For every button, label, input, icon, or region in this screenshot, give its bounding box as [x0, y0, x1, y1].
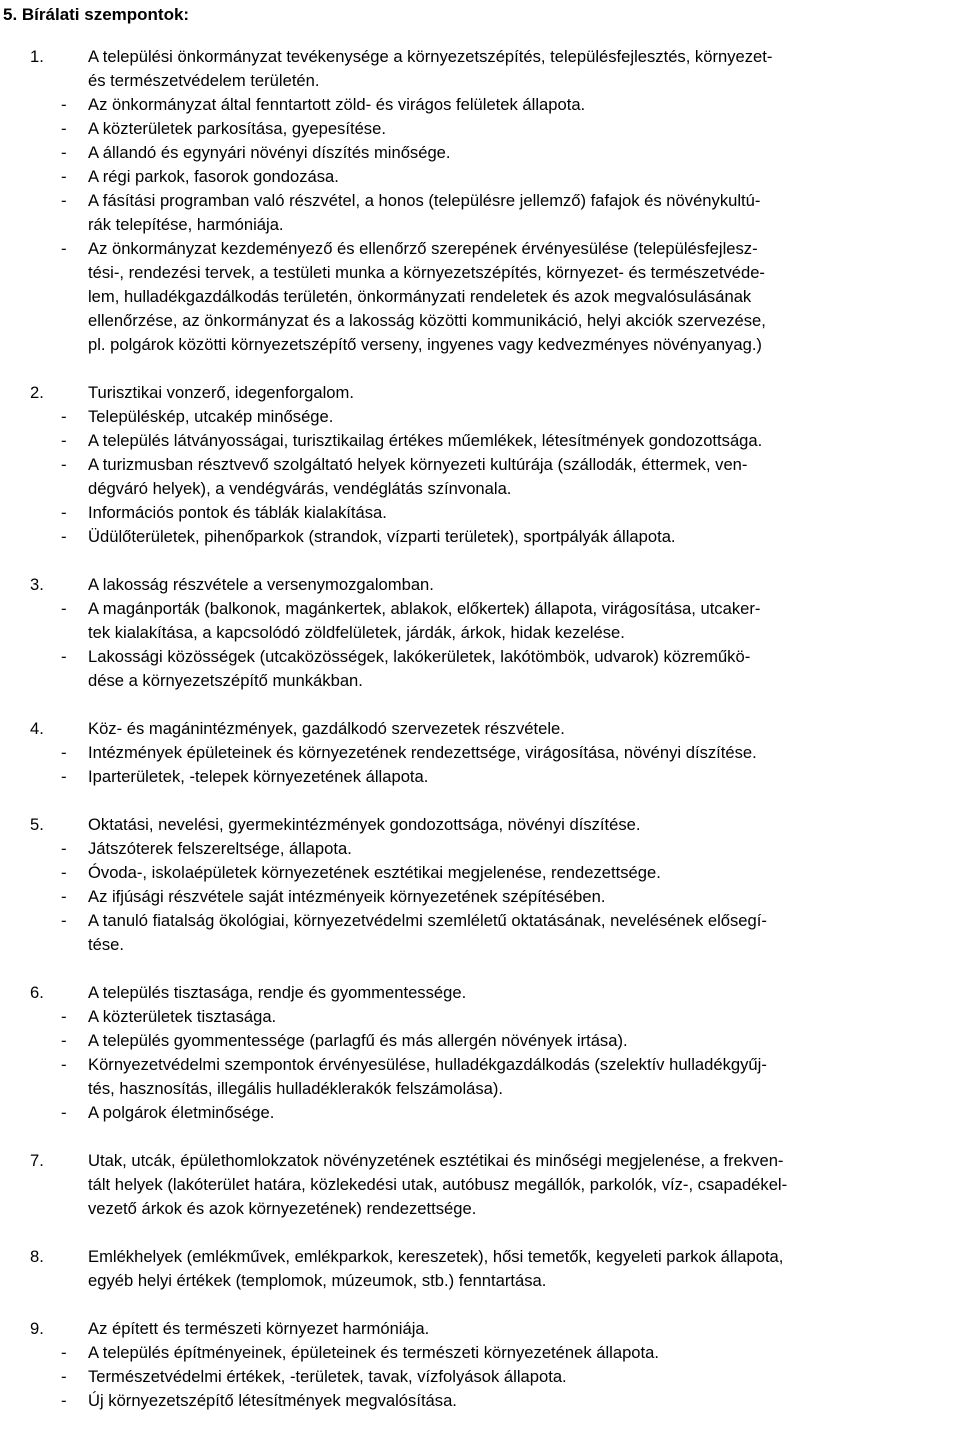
criterion-heading-text: A település tisztasága, rendje és gyommentessége. [88, 983, 467, 1002]
bullet-dash: - [61, 143, 67, 162]
criterion-heading-text: Turisztikai vonzerő, idegenforgalom. [88, 383, 354, 402]
criterion-subitem [0, 117, 948, 141]
bullet-dash: - [61, 1103, 67, 1122]
bullet-dash: - [61, 191, 67, 210]
criterion-subitem [0, 141, 948, 165]
criterion-subitem-text: lem, hulladékgazdálkodás területén, önkormányzati rendeletek és azok megvalósulásának [88, 287, 752, 306]
criterion-heading-text: A települési önkormányzat tevékenysége a környezetszépítés, településfejlesztés, környezet- [88, 47, 773, 66]
criterion-subitem-text: A magánporták (balkonok, magánkertek, ablakok, előkertek) állapota, virágosítása, utcaker- [88, 599, 761, 618]
bullet-dash: - [61, 863, 67, 882]
criterion-subitem [0, 1389, 948, 1413]
criterion-subitem-text: Természetvédelmi értékek, -területek, tavak, vízfolyások állapota. [88, 1367, 567, 1386]
criterion-heading [0, 573, 948, 597]
criterion-heading-text: és természetvédelem területén. [88, 71, 320, 90]
criterion-subitem [0, 237, 948, 357]
criterion-subitem-text: Információs pontok és táblák kialakítása. [88, 503, 387, 522]
criterion-subitem [0, 165, 948, 189]
criterion-number: 5. [30, 815, 44, 834]
criterion-subitem [0, 597, 948, 645]
criterion-subitem-text: Az önkormányzat által fenntartott zöld- és virágos felületek állapota. [88, 95, 586, 114]
criterion-heading [0, 717, 948, 741]
criterion-heading [0, 45, 948, 93]
bullet-dash: - [61, 887, 67, 906]
criterion-subitem-text: A fásítási programban való részvétel, a honos (településre jellemző) fafajok és növénykultú- [88, 191, 761, 210]
bullet-dash: - [61, 1031, 67, 1050]
criterion-section [0, 981, 960, 1125]
criterion-subitem-text: Iparterületek, -telepek környezetének állapota. [88, 767, 429, 786]
bullet-dash: - [61, 767, 67, 786]
criterion-subitem [0, 1365, 948, 1389]
bullet-dash: - [61, 167, 67, 186]
criterion-number: 8. [30, 1247, 44, 1266]
bullet-dash: - [61, 455, 67, 474]
criterion-heading [0, 1245, 948, 1293]
criterion-section [0, 45, 960, 357]
criterion-section [0, 381, 960, 549]
criterion-subitem [0, 189, 948, 237]
criterion-heading-text: Oktatási, nevelési, gyermekintézmények gondozottsága, növényi díszítése. [88, 815, 641, 834]
bullet-dash: - [61, 1343, 67, 1362]
criterion-subitem-text: A régi parkok, fasorok gondozása. [88, 167, 339, 186]
criterion-subitem-text: Lakossági közösségek (utcaközösségek, lakókerületek, lakótömbök, udvarok) közreműkö- [88, 647, 751, 666]
criterion-subitem-text: pl. polgárok közötti környezetszépítő verseny, ingyenes vagy kedvezményes növényanyag.) [88, 335, 762, 354]
criterion-subitem-text: A turizmusban résztvevő szolgáltató helyek környezeti kultúrája (szállodák, éttermek, ven- [88, 455, 748, 474]
criterion-heading [0, 981, 948, 1005]
bullet-dash: - [61, 407, 67, 426]
criterion-subitem-text: Az ifjúsági részvétele saját intézményeik környezetének szépítésében. [88, 887, 606, 906]
bullet-dash: - [61, 647, 67, 666]
criterion-heading-text: A lakosság részvétele a versenymozgalomban. [88, 575, 434, 594]
criterion-subitem-text: dégváró helyek), a vendégvárás, vendéglátás színvonala. [88, 479, 512, 498]
criterion-subitem [0, 1029, 948, 1053]
bullet-dash: - [61, 1055, 67, 1074]
criterion-subitem-text: Környezetvédelmi szempontok érvényesülése, hulladékgazdálkodás (szelektív hulladékgyűj- [88, 1055, 767, 1074]
criterion-subitem-text: A közterületek parkosítása, gyepesítése. [88, 119, 386, 138]
criterion-subitem-text: A polgárok életminősége. [88, 1103, 275, 1122]
criterion-subitem [0, 837, 948, 861]
criterion-number: 1. [30, 47, 44, 66]
criterion-subitem [0, 453, 948, 501]
bullet-dash: - [61, 431, 67, 450]
criterion-subitem [0, 525, 948, 549]
criterion-heading-text: Emlékhelyek (emlékművek, emlékparkok, kereszetek), hősi temetők, kegyeleti parkok állapota, [88, 1247, 784, 1266]
criterion-subitem-text: tése. [88, 935, 124, 954]
criterion-section [0, 1317, 960, 1413]
criterion-heading [0, 381, 948, 405]
criterion-subitem [0, 741, 948, 765]
criterion-number: 4. [30, 719, 44, 738]
criterion-subitem-text: A állandó és egynyári növényi díszítés minősége. [88, 143, 451, 162]
bullet-dash: - [61, 599, 67, 618]
bullet-dash: - [61, 839, 67, 858]
criterion-section [0, 1149, 960, 1221]
bullet-dash: - [61, 911, 67, 930]
criterion-number: 7. [30, 1151, 44, 1170]
criterion-subitem [0, 93, 948, 117]
criterion-subitem [0, 861, 948, 885]
criterion-number: 9. [30, 1319, 44, 1338]
criterion-subitem-text: Településkép, utcakép minősége. [88, 407, 334, 426]
criterion-subitem-text: tek kialakítása, a kapcsolódó zöldfelületek, járdák, árkok, hidak kezelése. [88, 623, 625, 642]
criterion-heading [0, 1149, 948, 1221]
criterion-subitem [0, 501, 948, 525]
criterion-subitem [0, 909, 948, 957]
criterion-heading-text: Az épített és természeti környezet harmóniája. [88, 1319, 430, 1338]
criterion-heading [0, 1317, 948, 1341]
criterion-subitem-text: ellenőrzése, az önkormányzat és a lakosság közötti kommunikáció, helyi akciók szervezése, [88, 311, 766, 330]
criterion-subitem-text: A település építményeinek, épületeinek és természeti környezetének állapota. [88, 1343, 659, 1362]
criterion-heading [0, 813, 948, 837]
bullet-dash: - [61, 527, 67, 546]
criterion-heading-text: vezető árkok és azok környezetének) rendezettsége. [88, 1199, 477, 1218]
criterion-subitem [0, 645, 948, 693]
criterion-subitem [0, 429, 948, 453]
criterion-subitem-text: Intézmények épületeinek és környezetének rendezettsége, virágosítása, növényi díszítése. [88, 743, 757, 762]
criterion-subitem-text: Üdülőterületek, pihenőparkok (strandok, vízparti területek), sportpályák állapota. [88, 527, 676, 546]
criteria-list [0, 45, 960, 1437]
criterion-subitem-text: tés, hasznosítás, illegális hulladéklerakók felszámolása). [88, 1079, 504, 1098]
criterion-subitem-text: Óvoda-, iskolaépületek környezetének esztétikai megjelenése, rendezettsége. [88, 863, 661, 882]
criterion-subitem [0, 1005, 948, 1029]
criterion-subitem-text: tési-, rendezési tervek, a testületi munka a környezetszépítés, környezet- és természetvéde- [88, 263, 765, 282]
criterion-subitem [0, 885, 948, 909]
criterion-heading-text: egyéb helyi értékek (templomok, múzeumok, stb.) fenntartása. [88, 1271, 547, 1290]
criterion-subitem-text: A település látványosságai, turisztikailag értékes műemlékek, létesítmények gondozottsága. [88, 431, 763, 450]
criterion-subitem-text: Új környezetszépítő létesítmények megvalósítása. [88, 1391, 457, 1410]
bullet-dash: - [61, 1007, 67, 1026]
criterion-section [0, 573, 960, 693]
criterion-subitem-text: dése a környezetszépítő munkákban. [88, 671, 363, 690]
criterion-subitem-text: Az önkormányzat kezdeményező és ellenőrző szerepének érvényesülése (településfejlesz- [88, 239, 758, 258]
criterion-heading-text: Utak, utcák, épülethomlokzatok növényzetének esztétikai és minőségi megjelenése, a frekven- [88, 1151, 784, 1170]
criterion-subitem-text: A közterületek tisztasága. [88, 1007, 277, 1026]
criterion-number: 3. [30, 575, 44, 594]
criterion-heading-text: tált helyek (lakóterület határa, közlekedési utak, autóbusz megállók, parkolók, víz-, csapadékel- [88, 1175, 788, 1194]
criterion-subitem-text: Játszóterek felszereltsége, állapota. [88, 839, 352, 858]
criterion-subitem [0, 1341, 948, 1365]
page-title: 5. Bírálati szempontok: [3, 5, 190, 24]
bullet-dash: - [61, 95, 67, 114]
bullet-dash: - [61, 239, 67, 258]
bullet-dash: - [61, 1367, 67, 1386]
criterion-subitem-text: rák telepítése, harmóniája. [88, 215, 284, 234]
criterion-subitem [0, 1053, 948, 1101]
criterion-number: 2. [30, 383, 44, 402]
criterion-subitem [0, 765, 948, 789]
bullet-dash: - [61, 503, 67, 522]
criterion-section [0, 1245, 960, 1293]
criterion-subitem [0, 405, 948, 429]
bullet-dash: - [61, 119, 67, 138]
criterion-heading-text: Köz- és magánintézmények, gazdálkodó szervezetek részvétele. [88, 719, 565, 738]
bullet-dash: - [61, 1391, 67, 1410]
criterion-subitem-text: A település gyommentessége (parlagfű és más allergén növények irtása). [88, 1031, 628, 1050]
bullet-dash: - [61, 743, 67, 762]
criterion-section [0, 813, 960, 957]
criterion-number: 6. [30, 983, 44, 1002]
criterion-subitem-text: A tanuló fiatalság ökológiai, környezetvédelmi szemléletű oktatásának, nevelésének elősegí- [88, 911, 767, 930]
criterion-section [0, 717, 960, 789]
criterion-subitem [0, 1101, 948, 1125]
